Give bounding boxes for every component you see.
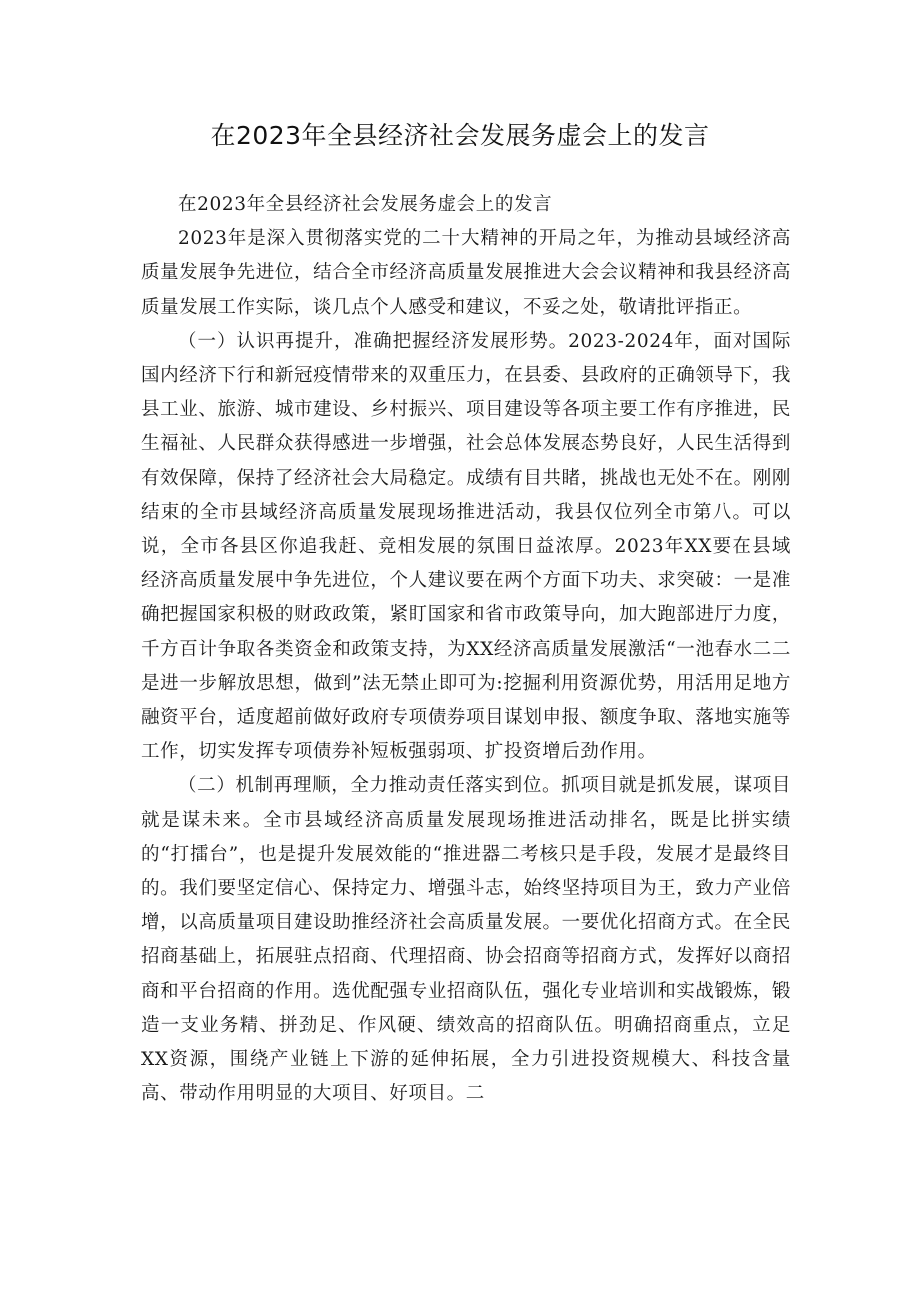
paragraph-section-1: （一）认识再提升，准确把握经济发展形势。2023-2024年，面对国际国内经济下行和新冠疫情带来的双重压力，在县委、县政府的正确领导下，我县工业、旅游、城市建设、乡村振兴、项目建设等各项主要工作有序推进，民生福祉、人民群众获得感进一步增强，社会总体发展态势良好，人民生活得到有效保障，保持了经济社会大局稳定。成绩有目共睹，挑战也无处不在。刚刚结束的全市县域经济高质量发展现场推进活动，我县仅位列全市第八。可以说，全市各县区你追我赶、竞相发展的氛围日益浓厚。2023年XX要在县域经济高质量发展中争先进位，个人建议要在两个方面下功夫、求突破：一是准确把握国家积极的财政政策，紧盯国家和省市政策导向，加大跑部进厅力度，千方百计争取各类资金和政策支持，为XX经济高质量发展激活“一池春水二二是进一步解放思想，做到”法无禁止即可为:挖掘利用资源优势，用活用足地方融资平台，适度超前做好政府专项债券项目谋划申报、额度争取、落地实施等工作，切实发挥专项债券补短板强弱项、扩投资增后劲作用。 (141, 330, 791, 763)
document-subtitle: 在2023年全县经济社会发展务虚会上的发言 (178, 194, 553, 215)
document-body (141, 188, 791, 1111)
document-title: 在2023年全县经济社会发展务虚会上的发言 (210, 121, 710, 150)
paragraph-section-2: （二）机制再理顺，全力推动责任落实到位。抓项目就是抓发展，谋项目就是谋未来。全市县域经济高质量发展现场推进活动排名，既是比拼实绩的“打擂台”，也是提升发展效能的“推进器二考核只是手段，发展才是最终目的。我们要坚定信心、保持定力、增强斗志，始终坚持项目为王，致力产业倍增，以高质量项目建设助推经济社会高质量发展。一要优化招商方式。在全民招商基础上，拓展驻点招商、代理招商、协会招商等招商方式，发挥好以商招商和平台招商的作用。选优配强专业招商队伍，强化专业培训和实战锻炼，锻造一支业务精、拼劲足、作风硬、绩效高的招商队伍。明确招商重点，立足XX资源，围绕产业链上下游的延伸拓展，全力引进投资规模大、科技含量高、带动作用明显的大项目、好项目。二 (141, 775, 791, 1105)
paragraph-intro: 2023年是深入贯彻落实党的二十大精神的开局之年，为推动县域经济高质量发展争先进位，结合全市经济高质量发展推进大会会议精神和我县经济高质量发展工作实际，谈几点个人感受和建议，不妥之处，敬请批评指正。 (141, 228, 791, 318)
